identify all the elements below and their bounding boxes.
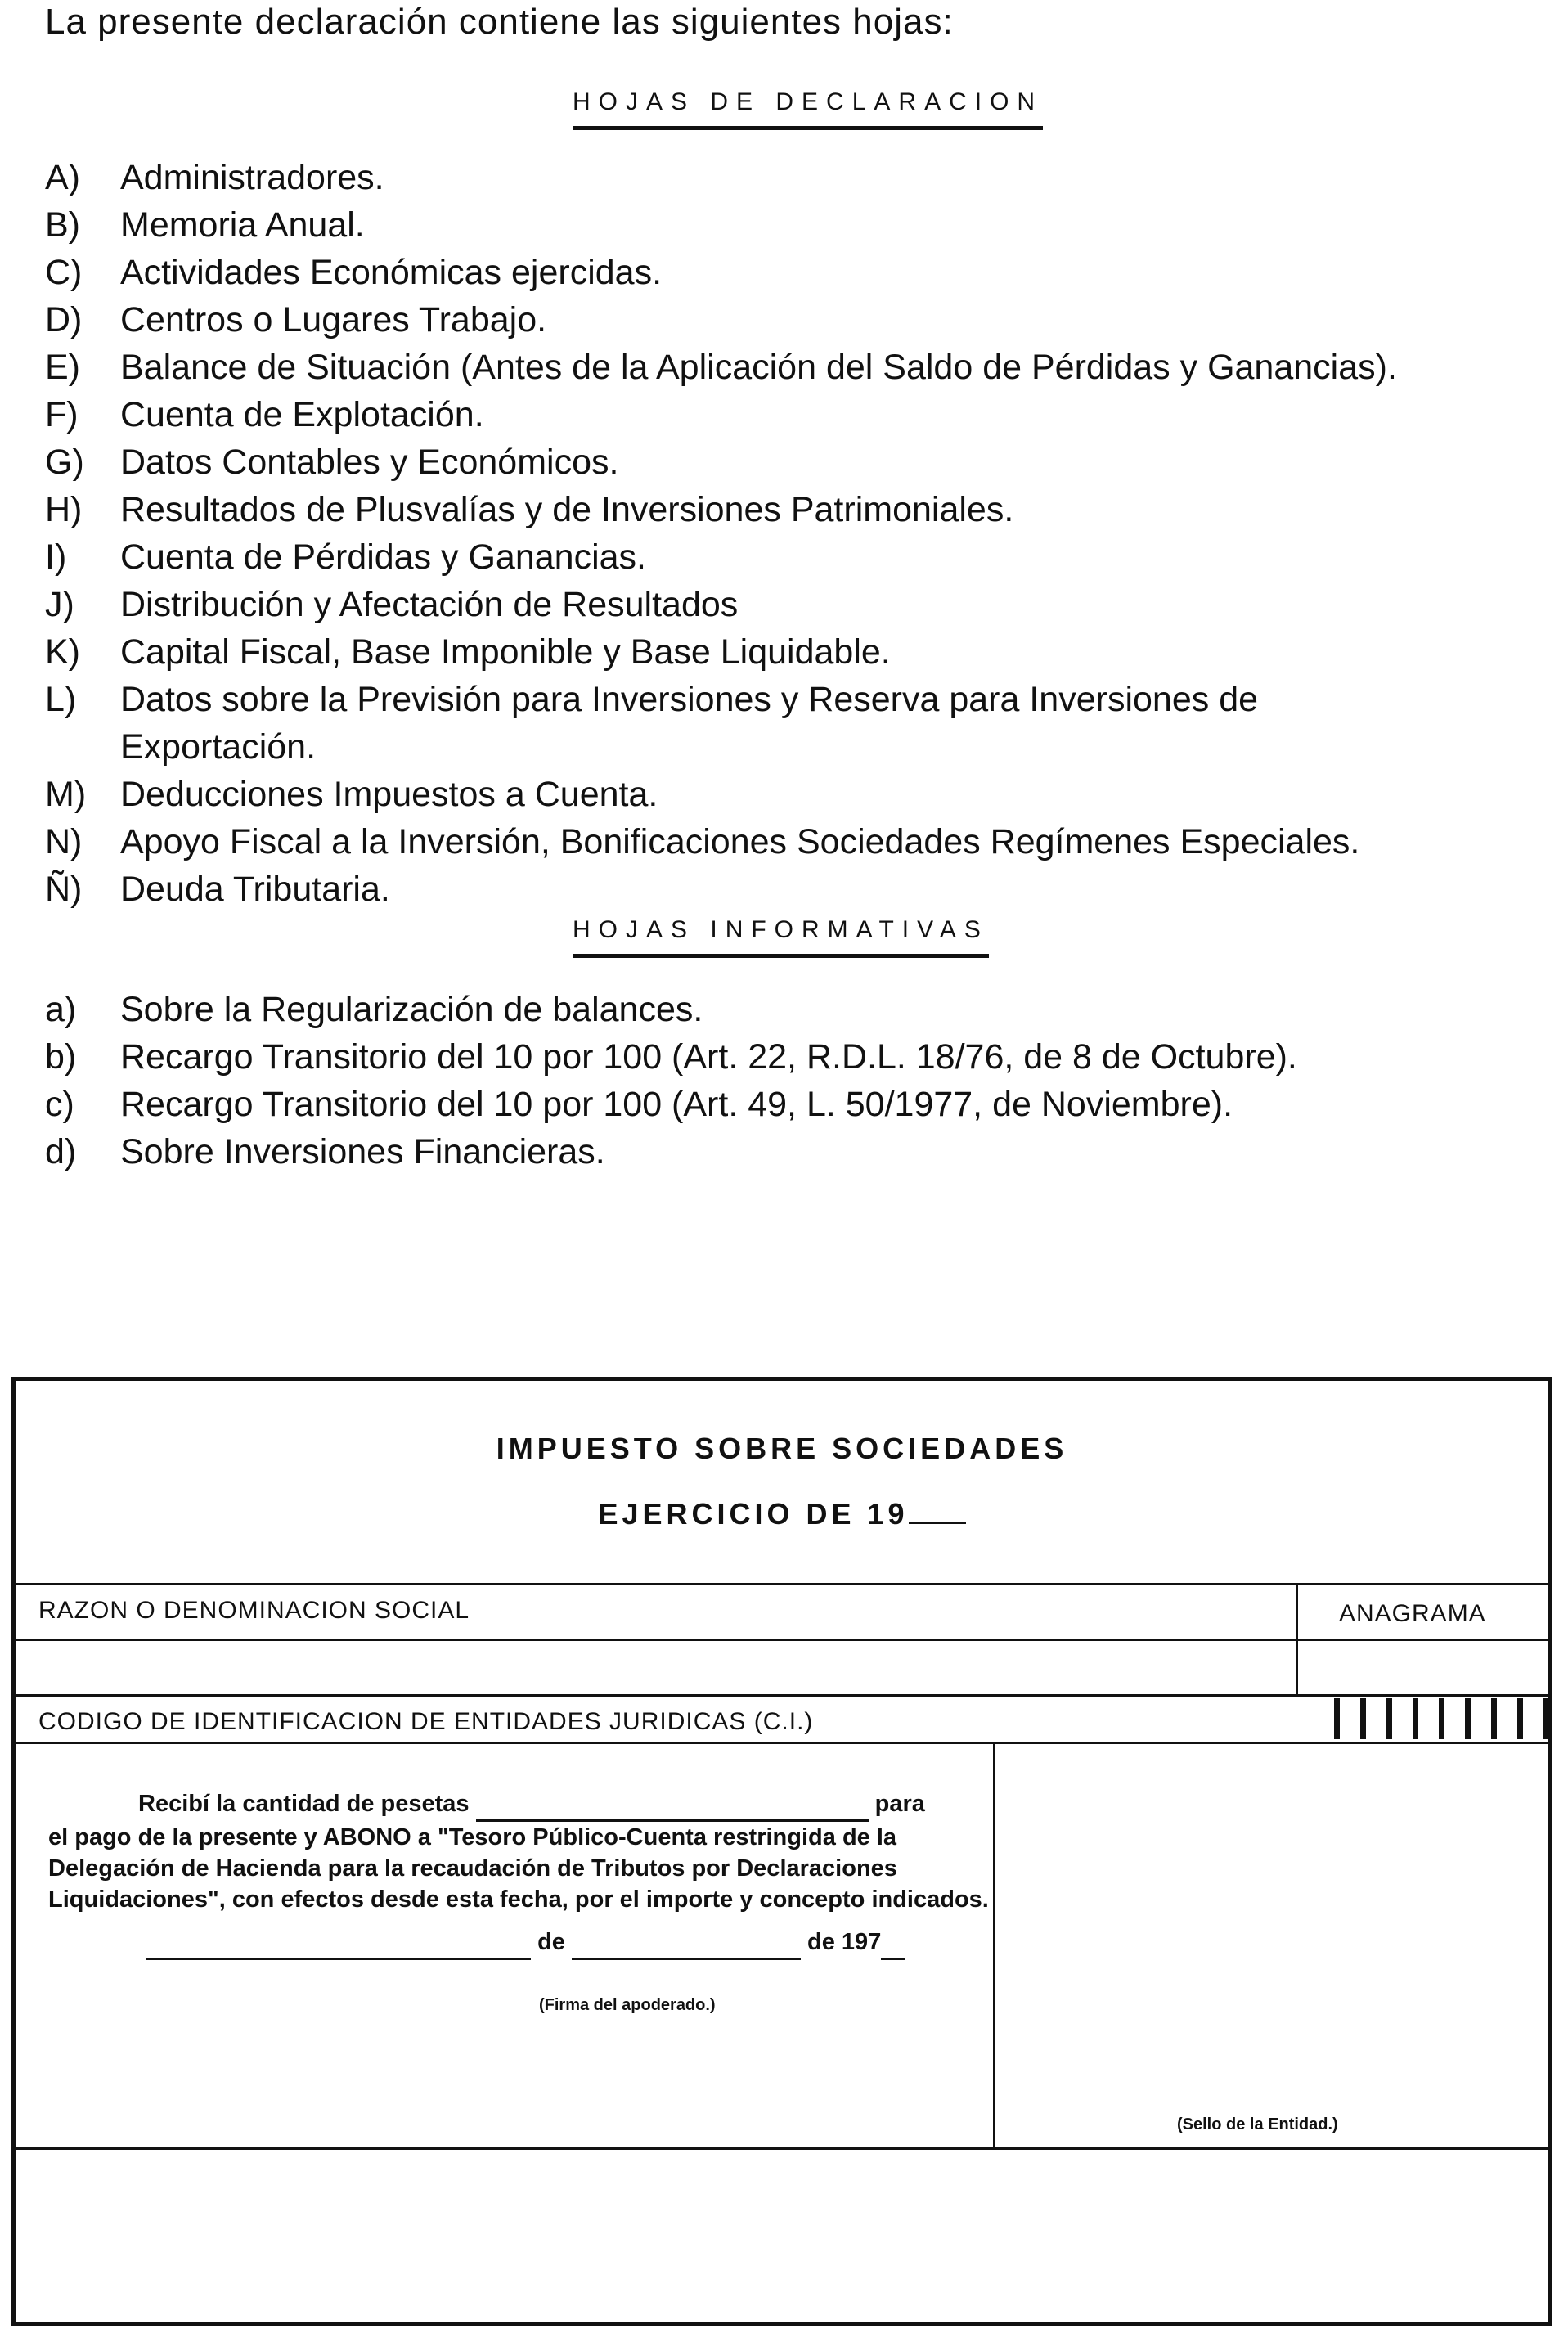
digit-box[interactable] <box>1543 1698 1561 1739</box>
list-item <box>45 1033 1558 1081</box>
divider <box>16 1583 1548 1585</box>
month-field[interactable] <box>572 1927 801 1960</box>
list-item <box>45 866 1558 913</box>
item-key: C) <box>45 253 83 292</box>
codigo-digit-boxes[interactable] <box>1334 1698 1568 1739</box>
list-item <box>45 986 1558 1033</box>
receipt-text <box>48 1788 989 1960</box>
ejercicio-year-field[interactable] <box>909 1522 966 1524</box>
item-text: Datos sobre la Previsión para Inversiones y Reserva para Inversiones de Exportación. <box>120 680 1259 767</box>
item-key: a) <box>45 990 77 1029</box>
digit-box[interactable] <box>1465 1698 1482 1739</box>
item-text: Sobre la Regularización de balances. <box>120 990 703 1029</box>
codigo-label: CODIGO DE IDENTIFICACION DE ENTIDADES JURIDICAS (C.I.) <box>38 1708 814 1735</box>
form-ejercicio <box>16 1497 1548 1531</box>
list-item <box>45 771 1558 818</box>
digit-box[interactable] <box>1413 1698 1430 1739</box>
item-text: Capital Fiscal, Base Imponible y Base Liquidable. <box>120 632 891 672</box>
list-item <box>45 581 1558 628</box>
list-item <box>45 201 1558 249</box>
form-title: IMPUESTO SOBRE SOCIEDADES <box>496 1432 1068 1465</box>
intro-text: La presente declaración contiene las siguientes hojas: <box>45 2 954 42</box>
bottom-blank-area <box>16 2150 1548 2318</box>
item-key: Ñ) <box>45 870 83 909</box>
list-item <box>45 1128 1558 1176</box>
list-item <box>45 628 1558 676</box>
list-item <box>45 533 1558 581</box>
item-key: c) <box>45 1085 74 1124</box>
place-field[interactable] <box>146 1927 531 1960</box>
declaracion-list <box>45 154 1558 913</box>
item-key: M) <box>45 775 87 814</box>
item-key: I) <box>45 537 67 577</box>
item-text: Sobre Inversiones Financieras. <box>120 1132 605 1171</box>
anagrama-field[interactable] <box>1298 1641 1548 1692</box>
item-key: K) <box>45 632 80 672</box>
pesetas-amount-field[interactable] <box>476 1788 869 1822</box>
list-item <box>45 486 1558 533</box>
item-text: Recargo Transitorio del 10 por 100 (Art. 22, R.D.L. 18/76, de 8 de Octubre). <box>120 1037 1297 1077</box>
razon-label: RAZON O DENOMINACION SOCIAL <box>38 1597 470 1624</box>
receipt-line-1: Recibí la cantidad de pesetas <box>138 1791 470 1817</box>
list-item <box>45 676 1558 771</box>
list-item <box>45 1081 1558 1128</box>
date-de197: de 197 <box>807 1929 882 1955</box>
item-text: Cuenta de Explotación. <box>120 395 484 434</box>
item-text: Distribución y Afectación de Resultados <box>120 585 739 624</box>
list-item <box>45 818 1558 866</box>
item-key: A) <box>45 158 80 197</box>
firma-note: (Firma del apoderado.) <box>539 1996 716 2014</box>
year-field[interactable] <box>881 1927 905 1960</box>
list-item <box>45 344 1558 391</box>
list-item <box>45 154 1558 201</box>
tax-form-box <box>11 1377 1552 2326</box>
razon-social-field[interactable] <box>16 1641 1296 1692</box>
digit-box[interactable] <box>1439 1698 1456 1739</box>
item-key: d) <box>45 1132 77 1171</box>
section-heading-declaracion: HOJAS DE DECLARACION <box>573 88 1043 130</box>
ejercicio-label: EJERCICIO DE 19 <box>598 1497 909 1531</box>
digit-box[interactable] <box>1491 1698 1508 1739</box>
item-key: J) <box>45 585 74 624</box>
item-key: N) <box>45 822 83 861</box>
informativas-list <box>45 986 1558 1176</box>
digit-box[interactable] <box>1517 1698 1534 1739</box>
item-key: D) <box>45 300 83 339</box>
item-key: E) <box>45 348 80 387</box>
list-item <box>45 249 1558 296</box>
item-text: Datos Contables y Económicos. <box>120 443 619 482</box>
item-text: Resultados de Plusvalías y de Inversiones Patrimoniales. <box>120 490 1014 529</box>
item-key: B) <box>45 205 80 245</box>
receipt-body: el pago de la presente y ABONO a "Tesoro Público-Cuenta restringida de la Delegación de Hacienda para la recaudación de Tributos por Declaraciones Liquidaciones", con efectos desde esta fecha, por el importe y concepto indicados. <box>48 1824 989 1913</box>
item-key: L) <box>45 680 77 719</box>
item-text: Deuda Tributaria. <box>120 870 390 909</box>
list-item <box>45 438 1558 486</box>
item-text: Balance de Situación (Antes de la Aplicación del Saldo de Pérdidas y Ganancias). <box>120 348 1397 387</box>
digit-box[interactable] <box>1386 1698 1404 1739</box>
item-text: Memoria Anual. <box>120 205 365 245</box>
item-key: G) <box>45 443 84 482</box>
item-text: Apoyo Fiscal a la Inversión, Bonificaciones Sociedades Regímenes Especiales. <box>120 822 1360 861</box>
item-text: Actividades Económicas ejercidas. <box>120 253 663 292</box>
item-text: Cuenta de Pérdidas y Ganancias. <box>120 537 647 577</box>
date-de: de <box>537 1929 565 1955</box>
digit-box[interactable] <box>1334 1698 1351 1739</box>
receipt-para: para <box>874 1791 925 1817</box>
section-heading-informativas: HOJAS INFORMATIVAS <box>573 916 989 958</box>
list-item <box>45 296 1558 344</box>
item-text: Centros o Lugares Trabajo. <box>120 300 547 339</box>
sello-note: (Sello de la Entidad.) <box>1177 2115 1338 2133</box>
item-key: H) <box>45 490 83 529</box>
item-text: Deducciones Impuestos a Cuenta. <box>120 775 658 814</box>
sello-area[interactable] <box>995 1744 1548 2145</box>
anagrama-label: ANAGRAMA <box>1339 1600 1486 1627</box>
item-text: Recargo Transitorio del 10 por 100 (Art. 49, L. 50/1977, de Noviembre). <box>120 1085 1233 1124</box>
item-key: b) <box>45 1037 77 1077</box>
list-item <box>45 391 1558 438</box>
item-text: Administradores. <box>120 158 384 197</box>
divider <box>16 1694 1548 1697</box>
item-key: F) <box>45 395 79 434</box>
digit-box[interactable] <box>1360 1698 1377 1739</box>
